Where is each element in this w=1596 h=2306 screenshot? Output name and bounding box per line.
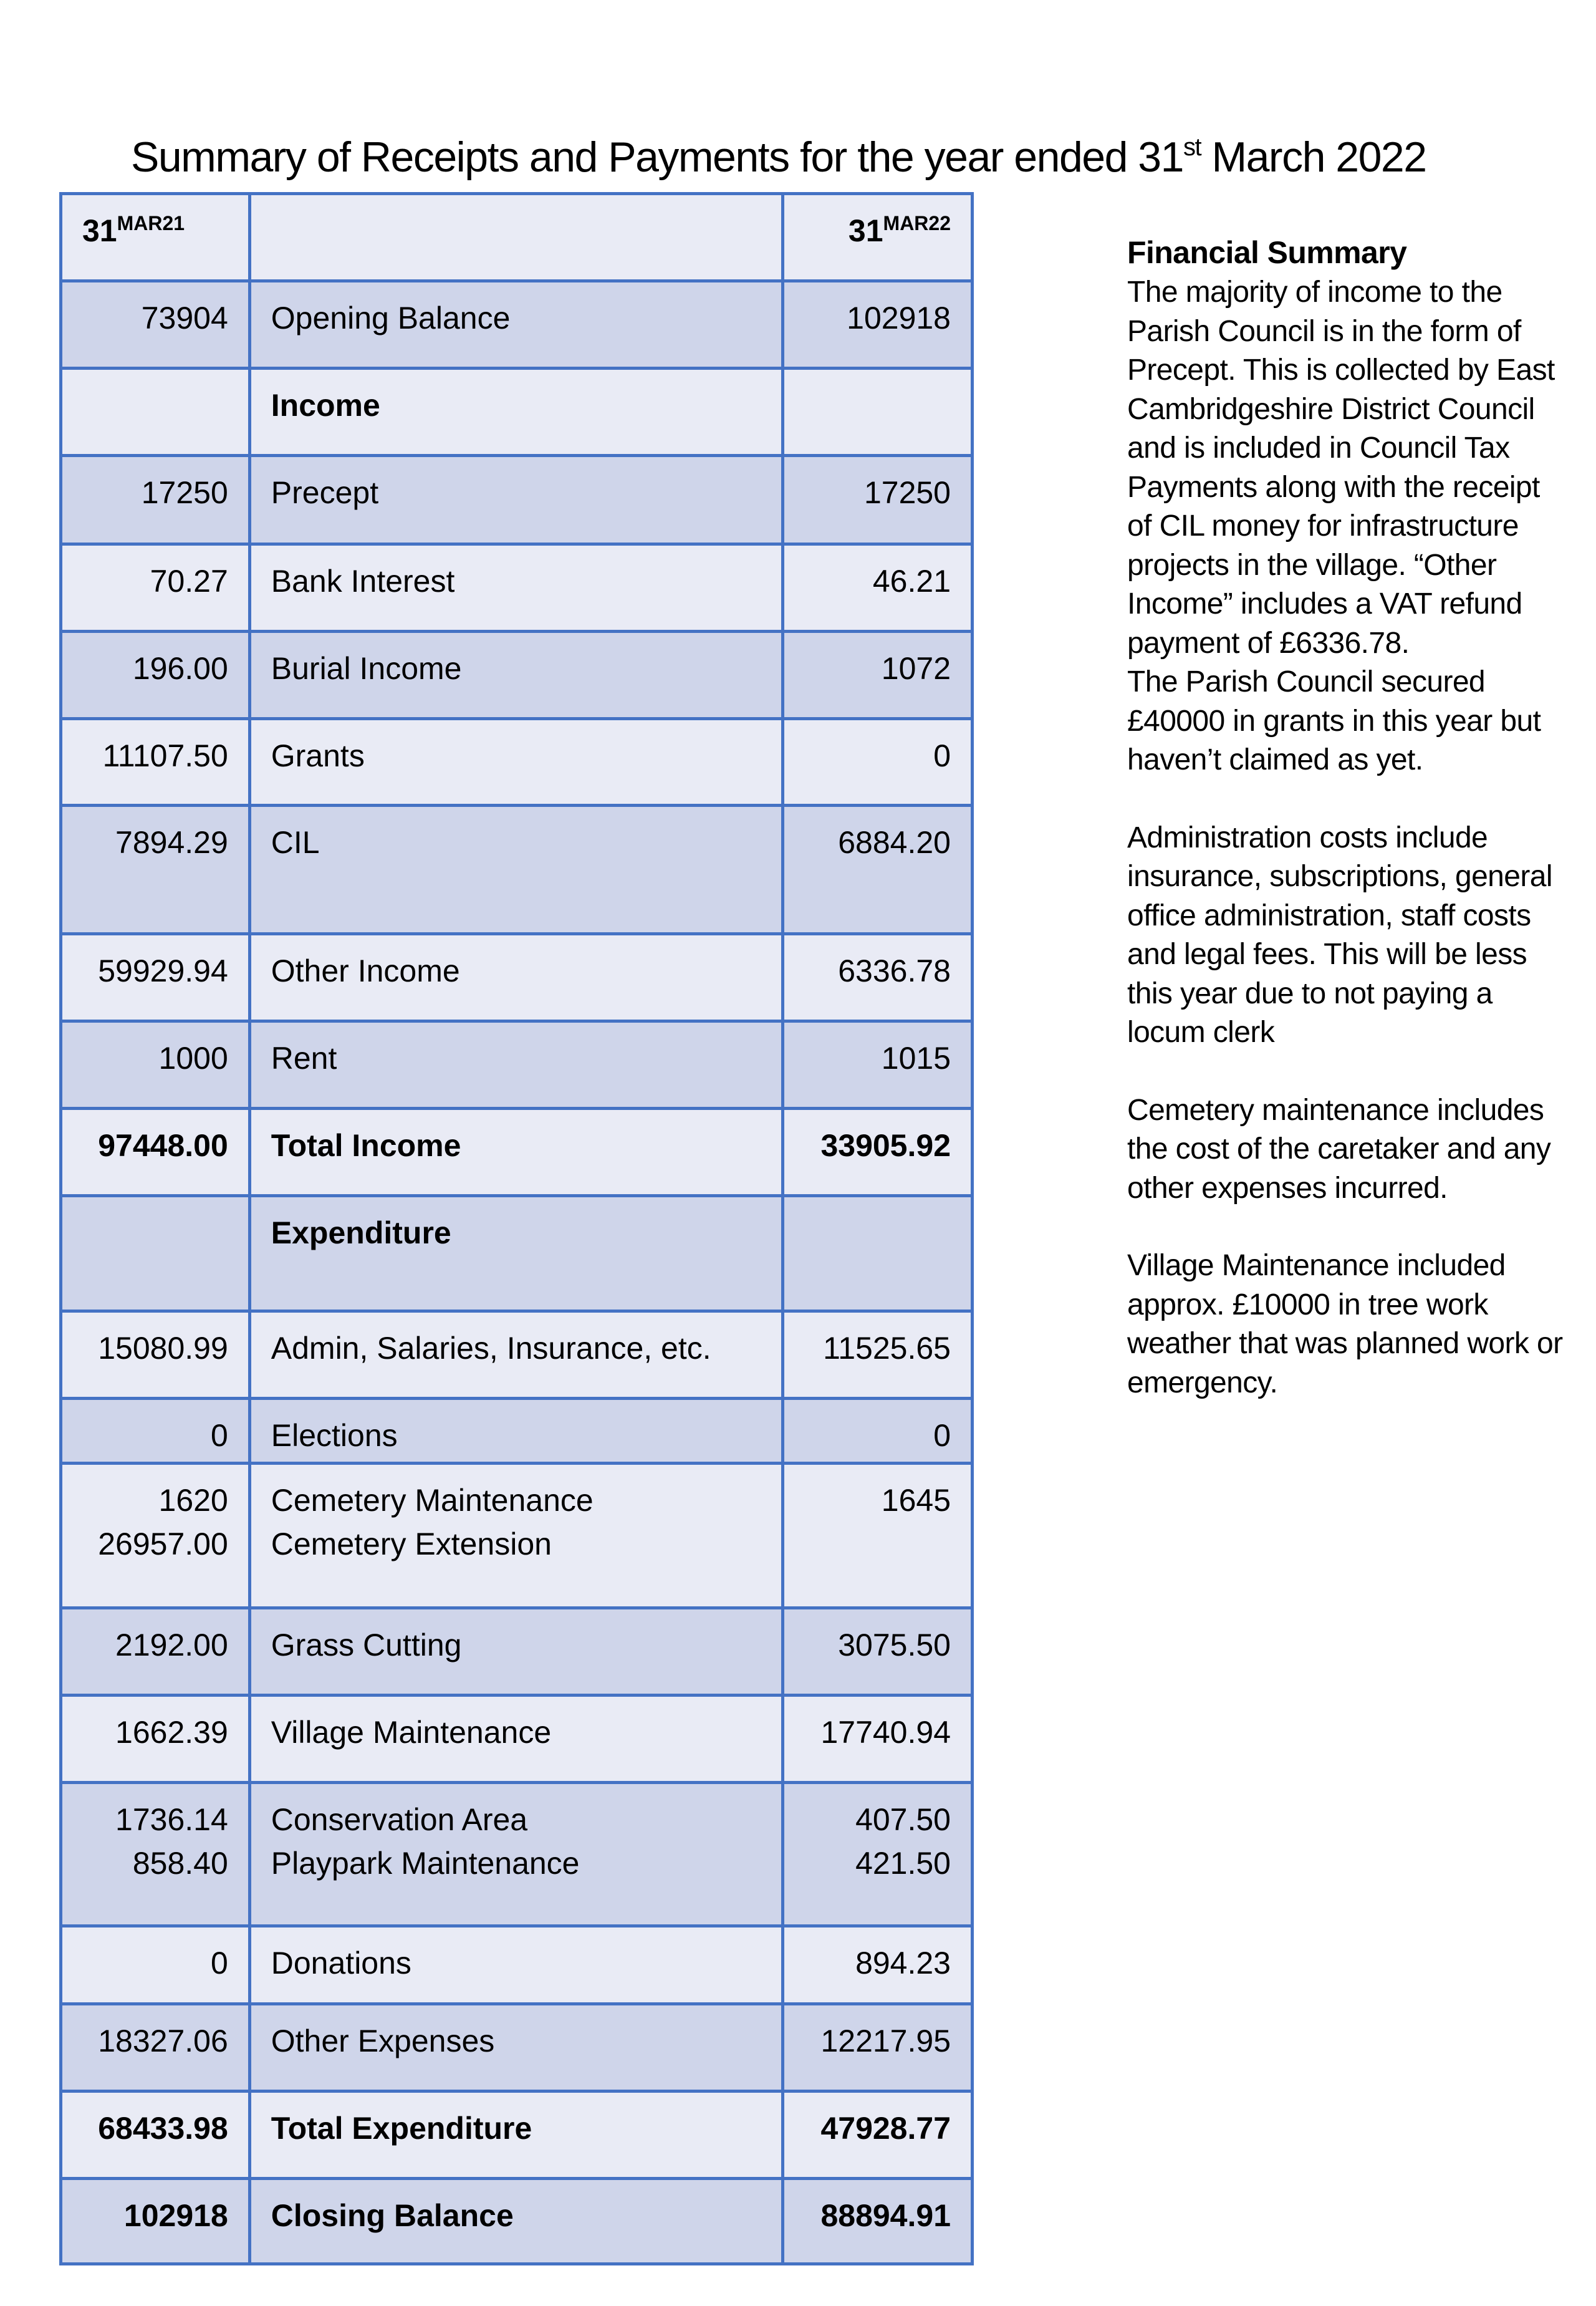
row-label: [249, 1783, 782, 1926]
curr-year-amount: [783, 632, 973, 719]
prev-year-amount: [61, 1109, 250, 1196]
paragraph-spacer: [1127, 1053, 1564, 1091]
curr-year-amount-value: 11525.65: [823, 1331, 951, 1366]
curr-year-amount-value: 47928.77: [820, 2111, 951, 2146]
total-row: [61, 2091, 973, 2179]
row-label: [249, 934, 782, 1021]
prev-year-amount-value: 102918: [123, 2198, 228, 2233]
curr-year-amount: [783, 456, 973, 544]
curr-year-amount: [783, 1399, 973, 1464]
row-label: [249, 281, 782, 369]
table-row: [61, 1021, 973, 1109]
prev-year-amount: [61, 1464, 250, 1608]
row-label: [249, 719, 782, 806]
table-row: [61, 2004, 973, 2091]
row-label-value: Cemetery Maintenance: [271, 1483, 594, 1518]
row-label-value: Donations: [271, 1946, 411, 1980]
table-header-row: [61, 194, 973, 281]
table-row: [61, 719, 973, 806]
curr-year-amount-value: 0: [933, 1418, 951, 1453]
prev-year-amount: [61, 632, 250, 719]
prev-year-amount: [61, 1021, 250, 1109]
row-label: [249, 1464, 782, 1608]
row-label: [249, 369, 782, 456]
curr-year-amount-value: 6884.20: [838, 825, 951, 860]
table-row: [61, 1783, 973, 1926]
title-text: Summary of Receipts and Payments for the year ended 31: [131, 133, 1183, 181]
curr-year-amount: [783, 934, 973, 1021]
curr-year-amount-value: 407.50: [855, 1802, 951, 1837]
curr-year-amount-value: 894.23: [855, 1946, 951, 1980]
prev-year-amount-value: 26957.00: [98, 1527, 228, 1561]
curr-year-amount: [783, 1696, 973, 1783]
financial-summary-panel: [1127, 232, 1564, 1402]
curr-year-amount-value: 17740.94: [820, 1715, 951, 1750]
table-row: [61, 1399, 973, 1464]
prev-year-amount: [61, 1196, 250, 1311]
curr-year-amount-value: 12217.95: [820, 2024, 951, 2058]
header-curr-month: MAR22: [883, 212, 951, 234]
curr-year-amount: [783, 806, 973, 934]
prev-year-amount-value: 7894.29: [115, 825, 228, 860]
row-label: [249, 632, 782, 719]
prev-year-amount: [61, 1783, 250, 1926]
curr-year-amount: [783, 1109, 973, 1196]
curr-year-amount-value: 17250: [863, 475, 951, 510]
header-curr-year: [783, 194, 973, 281]
curr-year-amount-value: 33905.92: [820, 1128, 951, 1163]
header-prev-day: 31: [82, 213, 117, 248]
header-prev-year: [61, 194, 250, 281]
total-row: [61, 1109, 973, 1196]
row-label: [249, 1608, 782, 1696]
header-label: [249, 194, 782, 281]
prev-year-amount: [61, 934, 250, 1021]
row-label-value: Cemetery Extension: [271, 1527, 552, 1561]
curr-year-amount-value: 1072: [881, 651, 951, 686]
curr-year-amount: [783, 1196, 973, 1311]
curr-year-amount-value: 46.21: [872, 564, 951, 599]
table-row: [61, 281, 973, 369]
prev-year-amount: [61, 456, 250, 544]
prev-year-amount-value: 1000: [158, 1041, 228, 1076]
summary-paragraph: Village Maintenance included approx. £10000 in tree work weather that was planned work or emergency.: [1127, 1249, 1563, 1399]
curr-year-amount-value: 88894.91: [820, 2198, 951, 2233]
prev-year-amount-value: 1662.39: [115, 1715, 228, 1750]
row-label: [249, 1311, 782, 1399]
prev-year-amount-value: 70.27: [150, 564, 228, 599]
row-label-value: Playpark Maintenance: [271, 1846, 580, 1881]
curr-year-amount: [783, 544, 973, 632]
prev-year-amount: [61, 719, 250, 806]
prev-year-amount-value: 68433.98: [98, 2111, 228, 2146]
row-label: [249, 1196, 782, 1311]
table-row: [61, 1696, 973, 1783]
prev-year-amount: [61, 1399, 250, 1464]
summary-paragraph: The Parish Council secured £40000 in grants in this year but haven’t claimed as yet.: [1127, 665, 1541, 776]
row-label: [249, 1926, 782, 2004]
prev-year-amount-value: 858.40: [132, 1846, 228, 1881]
row-label-value: Expenditure: [271, 1215, 451, 1250]
row-label-value: Income: [271, 388, 380, 423]
prev-year-amount-value: 73904: [141, 301, 228, 335]
curr-year-amount-value: 3075.50: [838, 1628, 951, 1662]
section-header-row: [61, 1196, 973, 1311]
row-label-value: Admin, Salaries, Insurance, etc.: [271, 1331, 711, 1366]
row-label: [249, 456, 782, 544]
title-superscript: st: [1183, 133, 1201, 161]
prev-year-amount: [61, 281, 250, 369]
row-label-value: Bank Interest: [271, 564, 455, 599]
financial-summary-body: [1127, 273, 1564, 1402]
row-label: [249, 544, 782, 632]
curr-year-amount: [783, 719, 973, 806]
table-row: [61, 806, 973, 934]
prev-year-amount-value: 1620: [158, 1483, 228, 1518]
row-label-value: Grass Cutting: [271, 1628, 462, 1662]
prev-year-amount: [61, 2179, 250, 2264]
prev-year-amount: [61, 2091, 250, 2179]
prev-year-amount-value: 11107.50: [102, 738, 228, 773]
table-row: [61, 1926, 973, 2004]
row-label: [249, 1109, 782, 1196]
row-label-value: Grants: [271, 738, 365, 773]
row-label-value: Precept: [271, 475, 379, 510]
prev-year-amount: [61, 1926, 250, 2004]
prev-year-amount: [61, 369, 250, 456]
row-label-value: Total Income: [271, 1128, 461, 1163]
curr-year-amount-value: 6336.78: [838, 953, 951, 988]
table-row: [61, 544, 973, 632]
table-row: [61, 1608, 973, 1696]
row-label-value: Opening Balance: [271, 301, 511, 335]
curr-year-amount: [783, 2004, 973, 2091]
curr-year-amount: [783, 1464, 973, 1608]
row-label: [249, 1399, 782, 1464]
row-label-value: Other Expenses: [271, 2024, 495, 2058]
receipts-payments-table: [59, 192, 974, 2265]
curr-year-amount-value: 421.50: [855, 1846, 951, 1881]
row-label: [249, 806, 782, 934]
prev-year-amount: [61, 1608, 250, 1696]
row-label-value: Other Income: [271, 953, 460, 988]
curr-year-amount: [783, 369, 973, 456]
row-label-value: Total Expenditure: [271, 2111, 532, 2146]
table-row: [61, 934, 973, 1021]
prev-year-amount-value: 97448.00: [98, 1128, 228, 1163]
table-row: [61, 456, 973, 544]
summary-paragraph: The majority of income to the Parish Council is in the form of Precept. This is collected by East Cambridgeshire District Council and is included in Council Tax Payments along with the receipt of CIL money for infrastructure projects in the village. “Other Income” includes a VAT refund payment of £6336.78.: [1127, 276, 1555, 660]
prev-year-amount-value: 15080.99: [98, 1331, 228, 1366]
prev-year-amount: [61, 806, 250, 934]
total-row: [61, 2179, 973, 2264]
prev-year-amount-value: 18327.06: [98, 2024, 228, 2058]
table-row: [61, 1311, 973, 1399]
prev-year-amount-value: 196.00: [132, 651, 228, 686]
prev-year-amount-value: 0: [210, 1418, 228, 1453]
prev-year-amount-value: 2192.00: [115, 1628, 228, 1662]
prev-year-amount: [61, 544, 250, 632]
row-label: [249, 2179, 782, 2264]
curr-year-amount: [783, 2179, 973, 2264]
header-curr-day: 31: [848, 213, 883, 248]
curr-year-amount: [783, 1926, 973, 2004]
row-label-value: CIL: [271, 825, 320, 860]
prev-year-amount-value: 17250: [141, 475, 228, 510]
curr-year-amount: [783, 1021, 973, 1109]
row-label-value: Rent: [271, 1041, 337, 1076]
row-label: [249, 1696, 782, 1783]
row-label-value: Village Maintenance: [271, 1715, 552, 1750]
row-label-value: Elections: [271, 1418, 398, 1453]
summary-paragraph: Cemetery maintenance includes the cost of the caretaker and any other expenses incurred.: [1127, 1093, 1551, 1205]
curr-year-amount-value: 0: [933, 738, 951, 773]
prev-year-amount: [61, 1311, 250, 1399]
row-label: [249, 2004, 782, 2091]
row-label-value: Closing Balance: [271, 2198, 514, 2233]
prev-year-amount: [61, 1696, 250, 1783]
paragraph-spacer: [1127, 780, 1564, 819]
prev-year-amount: [61, 2004, 250, 2091]
row-label: [249, 1021, 782, 1109]
curr-year-amount: [783, 1608, 973, 1696]
title-text-suffix: March 2022: [1201, 133, 1426, 181]
table-row: [61, 632, 973, 719]
page-title: [0, 132, 1596, 182]
summary-paragraph: Administration costs include insurance, subscriptions, general office administration, staff costs and legal fees. This will be less this year due to not paying a locum clerk: [1127, 821, 1552, 1049]
curr-year-amount: [783, 2091, 973, 2179]
row-label-value: Burial Income: [271, 651, 462, 686]
row-label: [249, 2091, 782, 2179]
table-row: [61, 1464, 973, 1608]
curr-year-amount: [783, 1783, 973, 1926]
paragraph-spacer: [1127, 1208, 1564, 1247]
curr-year-amount: [783, 281, 973, 369]
curr-year-amount-value: 1645: [881, 1483, 951, 1518]
row-label-value: Conservation Area: [271, 1802, 528, 1837]
prev-year-amount-value: 1736.14: [115, 1802, 228, 1837]
section-header-row: [61, 369, 973, 456]
curr-year-amount-value: 1015: [881, 1041, 951, 1076]
curr-year-amount: [783, 1311, 973, 1399]
financial-summary-heading: Financial Summary: [1127, 235, 1407, 270]
prev-year-amount-value: 59929.94: [98, 953, 228, 988]
prev-year-amount-value: 0: [210, 1946, 228, 1980]
curr-year-amount-value: 102918: [847, 301, 951, 335]
header-prev-month: MAR21: [117, 212, 185, 234]
